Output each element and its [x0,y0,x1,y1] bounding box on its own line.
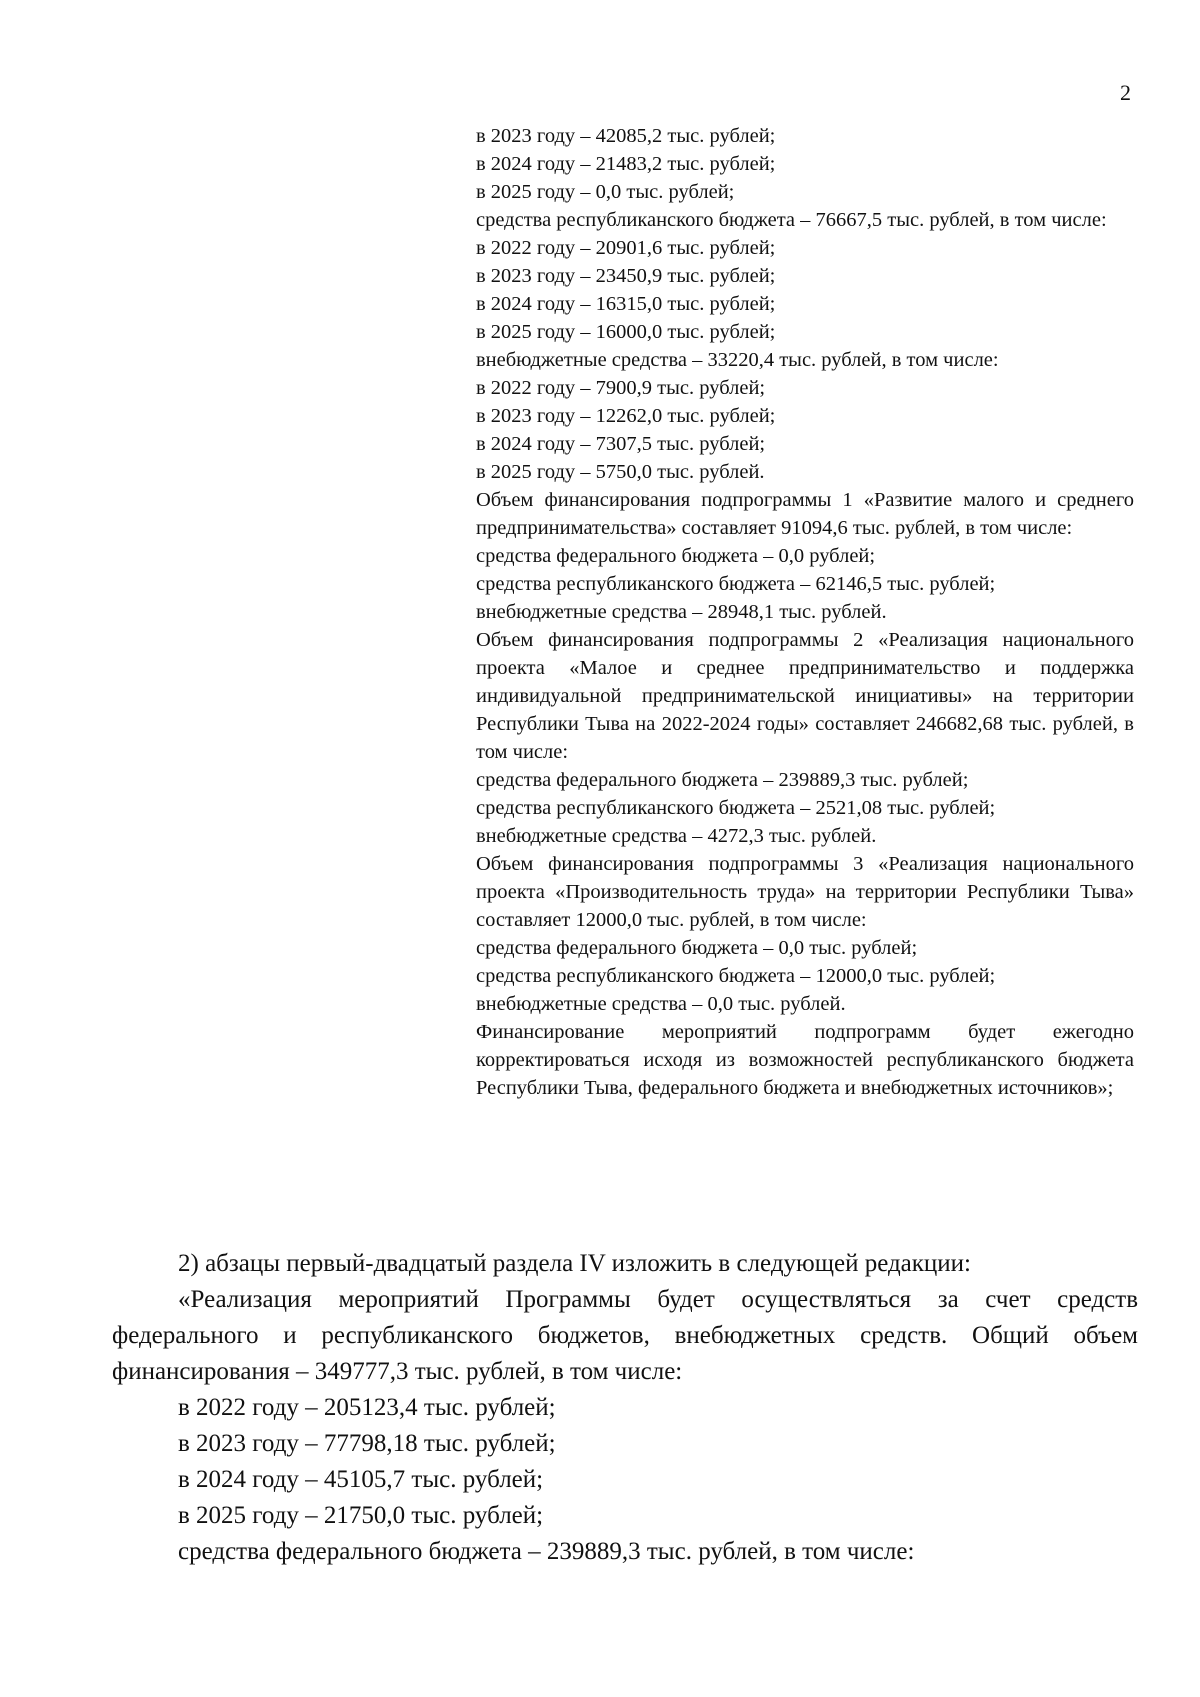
regional-year-2023: в 2023 году – 23450,9 тыс. рублей; [476,265,776,287]
subprogram-1-offbudget: внебюджетные средства – 28948,1 тыс. рублей. [476,601,887,623]
page-number: 2 [1120,80,1131,105]
year-line-2023: в 2023 году – 42085,2 тыс. рублей; [476,125,776,147]
total-year-2025: в 2025 году – 21750,0 тыс. рублей; [178,1502,544,1529]
regional-year-2025: в 2025 году – 16000,0 тыс. рублей; [476,321,776,343]
implementation-intro: «Реализация мероприятий Программы будет осуществляться за счет средств федерального и республиканского бюджетов, внебюджетных средств. Общий объем финансирования – 349777,3 тыс. рублей, в том числе: [112,1286,1138,1385]
subprogram-2-federal: средства федерального бюджета – 239889,3 тыс. рублей; [476,769,969,791]
offbudget-year-2024: в 2024 году – 7307,5 тыс. рублей; [476,433,766,455]
subprogram-3-offbudget: внебюджетные средства – 0,0 тыс. рублей. [476,993,846,1015]
year-line-2025: в 2025 году – 0,0 тыс. рублей; [476,181,735,203]
total-year-2024: в 2024 году – 45105,7 тыс. рублей; [178,1466,544,1493]
closing-paragraph: Финансирование мероприятий подпрограмм будет ежегодно корректироваться исходя из возможностей республиканского бюджета Республики Тыва, федерального бюджета и внебюджетных источников»; [476,1021,1134,1099]
section-iv-amendment [112,1246,1138,1570]
regional-year-2022: в 2022 году – 20901,6 тыс. рублей; [476,237,776,259]
subprogram-1-paragraph: Объем финансирования подпрограммы 1 «Развитие малого и среднего предпринимательства» составляет 91094,6 тыс. рублей, в том числе: [476,489,1134,539]
subprogram-3-paragraph: Объем финансирования подпрограммы 3 «Реализация национального проекта «Производительность труда» на территории Республики Тыва» составляет 12000,0 тыс. рублей, в том числе: [476,853,1134,931]
year-line-2024: в 2024 году – 21483,2 тыс. рублей; [476,153,776,175]
offbudget-year-2023: в 2023 году – 12262,0 тыс. рублей; [476,405,776,427]
total-year-2022: в 2022 году – 205123,4 тыс. рублей; [178,1394,556,1421]
regional-year-2024: в 2024 году – 16315,0 тыс. рублей; [476,293,776,315]
item-2-heading: 2) абзацы первый-двадцатый раздела IV изложить в следующей редакции: [178,1250,972,1277]
funding-summary-column [476,122,1134,1102]
total-year-2023: в 2023 году – 77798,18 тыс. рублей; [178,1430,556,1457]
offbudget-year-2025: в 2025 году – 5750,0 тыс. рублей. [476,461,765,483]
offbudget-total: внебюджетные средства – 33220,4 тыс. рублей, в том числе: [476,349,999,371]
subprogram-3-regional: средства республиканского бюджета – 12000,0 тыс. рублей; [476,965,996,987]
subprogram-3-federal: средства федерального бюджета – 0,0 тыс. рублей; [476,937,918,959]
regional-budget-total: средства республиканского бюджета – 76667,5 тыс. рублей, в том числе: [476,209,1107,231]
offbudget-year-2022: в 2022 году – 7900,9 тыс. рублей; [476,377,766,399]
subprogram-1-regional: средства республиканского бюджета – 62146,5 тыс. рублей; [476,573,996,595]
subprogram-2-offbudget: внебюджетные средства – 4272,3 тыс. рублей. [476,825,877,847]
subprogram-1-federal: средства федерального бюджета – 0,0 рублей; [476,545,876,567]
federal-budget-total: средства федерального бюджета – 239889,3 тыс. рублей, в том числе: [178,1538,915,1565]
subprogram-2-paragraph: Объем финансирования подпрограммы 2 «Реализация национального проекта «Малое и среднее предпринимательство и поддержка индивидуальной предпринимательской инициативы» на территории Республики Тыва на 2022-2024 годы» составляет 246682,68 тыс. рублей, в том числе: [476,629,1134,763]
subprogram-2-regional: средства республиканского бюджета – 2521,08 тыс. рублей; [476,797,996,819]
